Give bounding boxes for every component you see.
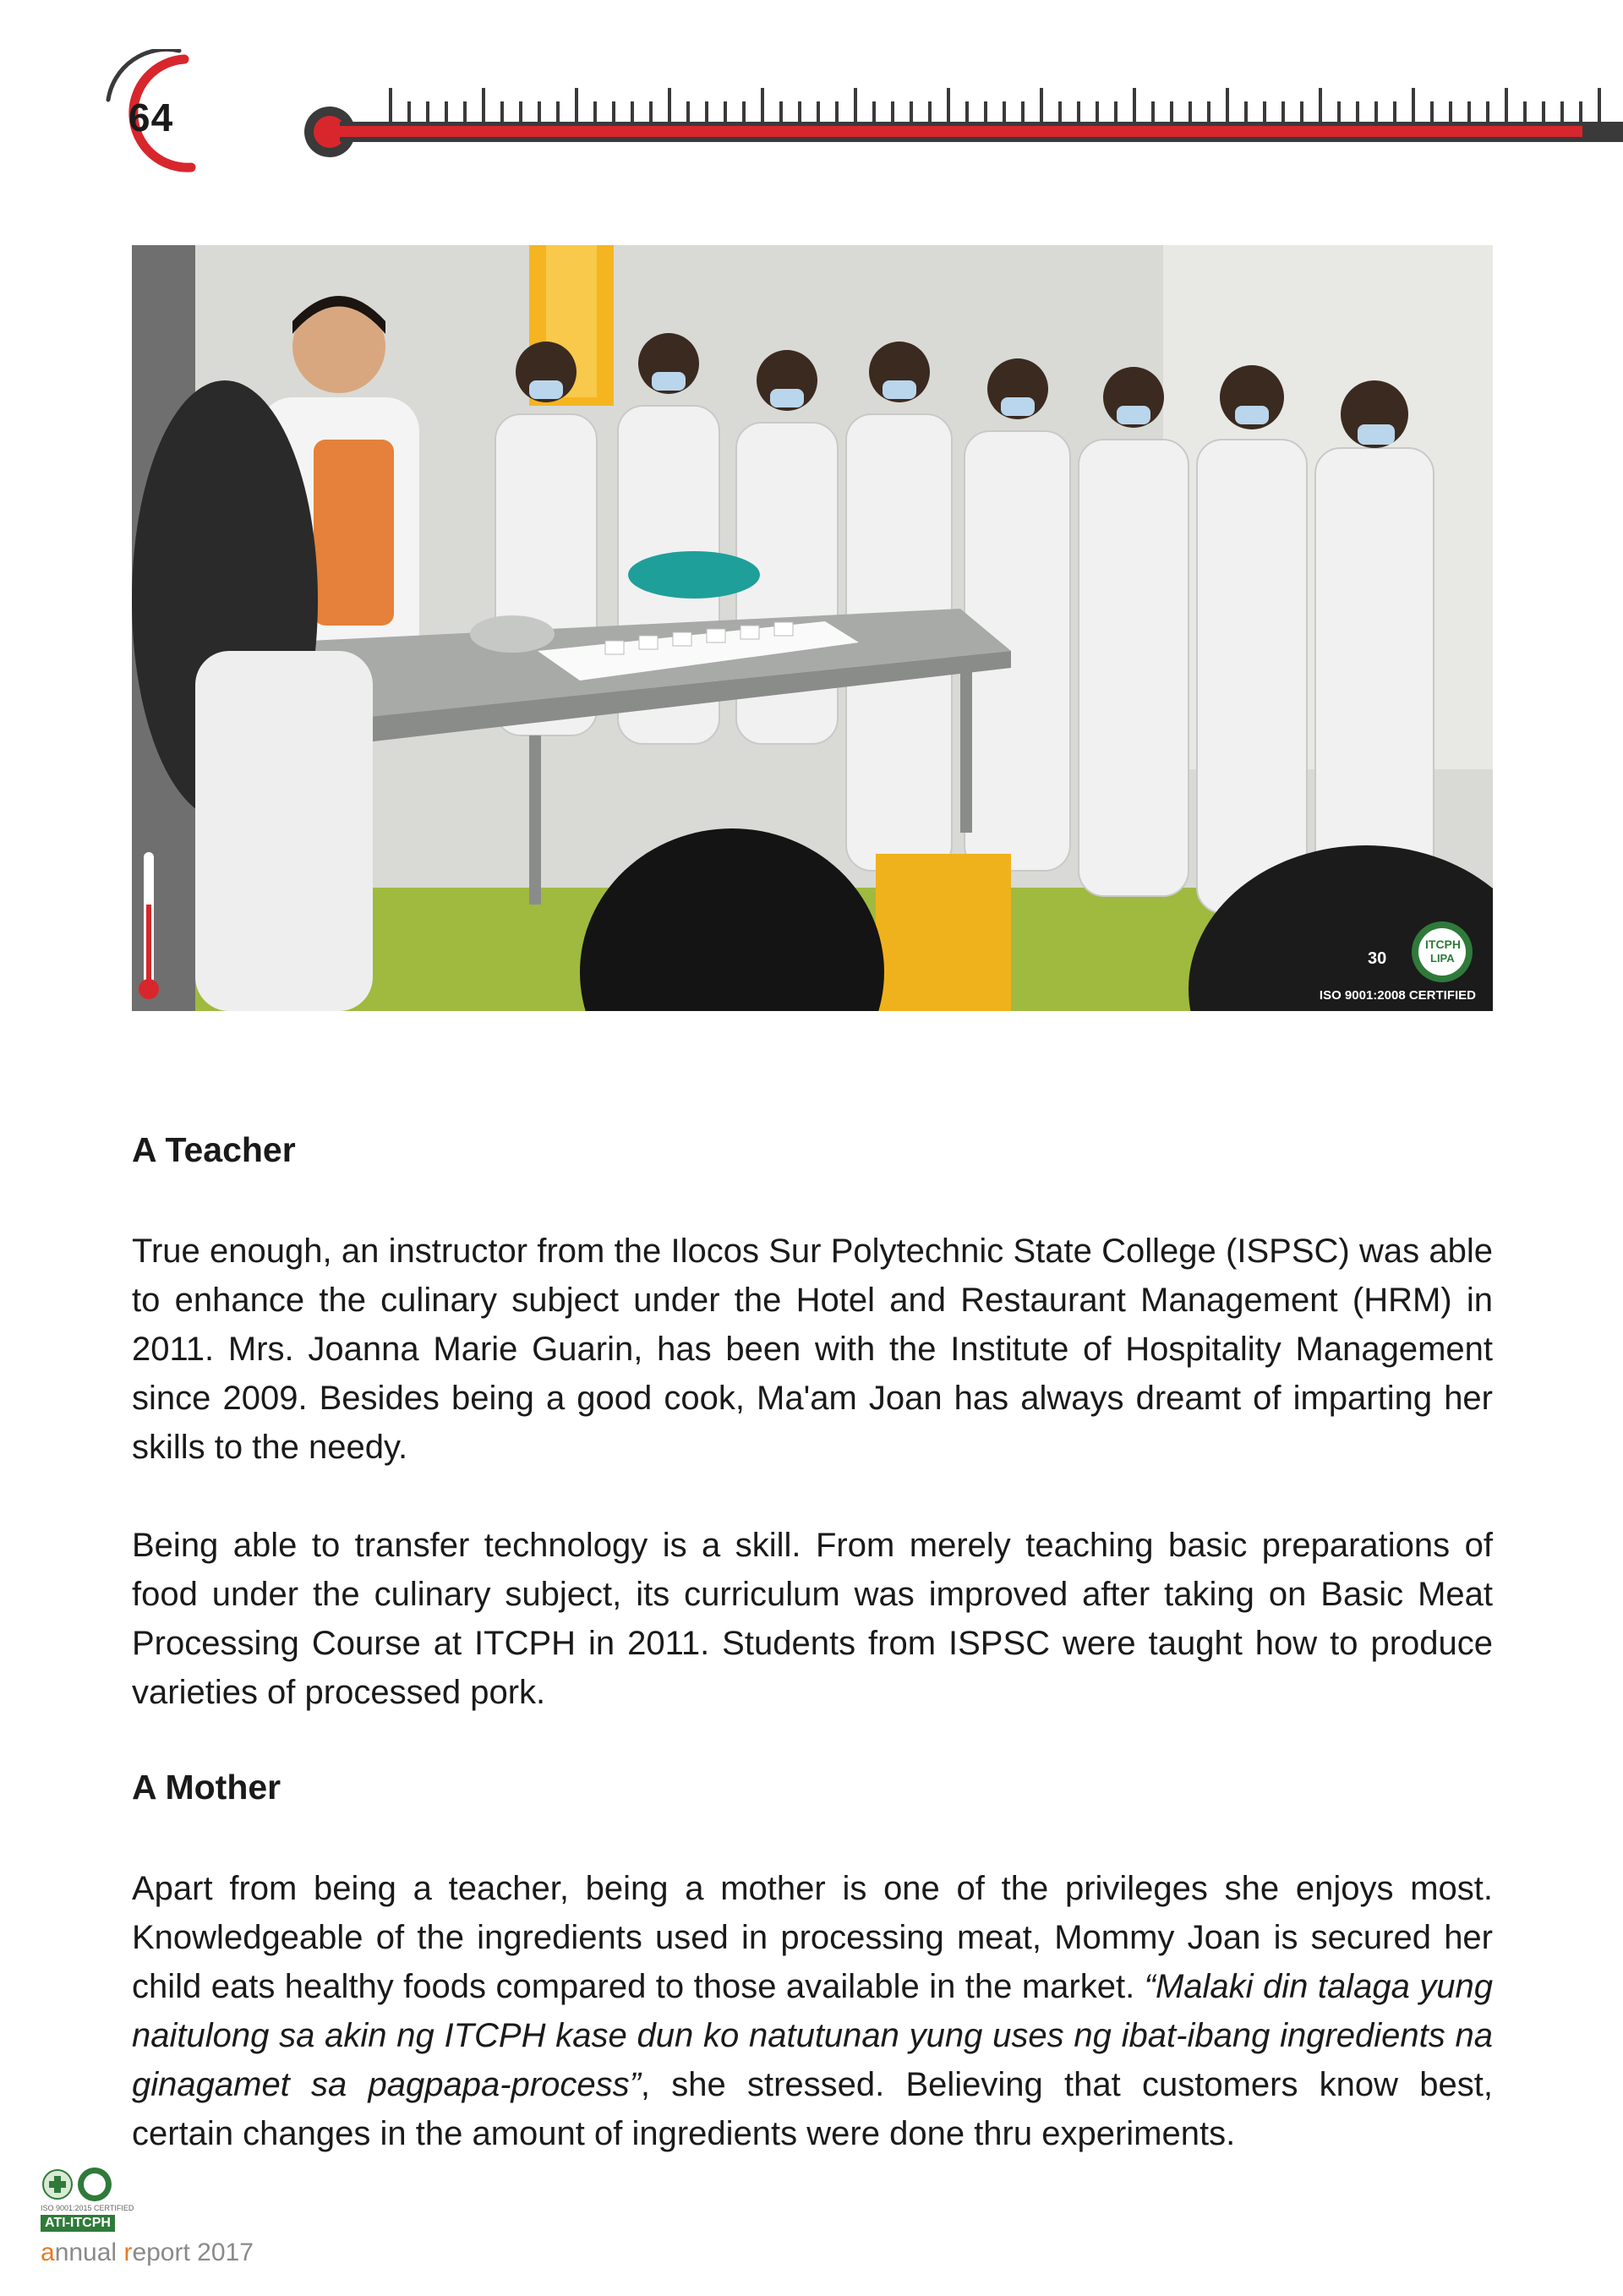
footer-report-text-2: eport 2017 xyxy=(132,2239,254,2266)
mother-paragraph-text-end: , she stressed. Believing that customers know best, certain changes in the amount of ingredients were done thru experiments. xyxy=(132,2066,1493,2152)
footer-cert-text: ISO 9001:2015 CERTIFIED xyxy=(41,2204,134,2212)
footer-report-letter-r: r xyxy=(123,2239,133,2266)
footer-report-text-1: nnual xyxy=(54,2239,124,2266)
svg-text:30: 30 xyxy=(1368,949,1387,968)
mother-paragraph xyxy=(132,1864,1493,2158)
footer-report-letter-a: a xyxy=(41,2239,55,2266)
teacher-paragraph-1: True enough, an instructor from the Ilocos Sur Polytechnic State College (ISPSC) was able to enhance the culinary subject under the Hotel and Restaurant Management (HRM) in 2011. Mrs. Joanna Marie Guarin, has been with the Institute of Hospitality Management since 2009. Besides being a good cook, Ma'am Joan has always dreamt of imparting her skills to the needy. xyxy=(132,1233,1493,1466)
footer-org-label: ATI-ITCPH xyxy=(41,2215,115,2232)
page-number: 64 xyxy=(128,96,174,139)
mother-quote: “Malaki din talaga yung naitulong sa akin ng ITCPH kase dun ko natutunan yung uses ng ibat-ibang ingredients na ginagamet sa pagpapa-process” xyxy=(132,1968,1493,2103)
thermometer-ruler-decoration xyxy=(298,83,1623,159)
footer-annual-report xyxy=(41,2239,254,2267)
svg-text:LIPA: LIPA xyxy=(1430,952,1455,965)
kitchen-training-photo xyxy=(132,245,1493,1011)
teacher-paragraph-2: Being able to transfer technology is a skill. From merely teaching basic preparations of food under the culinary subject, its curriculum was improved after taking on Basic Meat Processing Course at ITCPH in 2011. Students from ISPSC were taught how to produce varieties of processed pork. xyxy=(132,1527,1493,1711)
photo-cert-text: ISO 9001:2008 CERTIFIED xyxy=(1319,988,1476,1003)
mother-paragraph-text-start: Apart from being a teacher, being a mother is one of the privileges she enjoys most. Knowledgeable of the ingredients used in processing meat, Mommy Joan is secured her child eats healthy foods compared to those available in the market. xyxy=(132,1870,1493,2005)
svg-text:ITCPH: ITCPH xyxy=(1425,938,1461,951)
section-heading-teacher: A Teacher xyxy=(132,1130,296,1169)
section-heading-mother: A Mother xyxy=(132,1768,281,1807)
